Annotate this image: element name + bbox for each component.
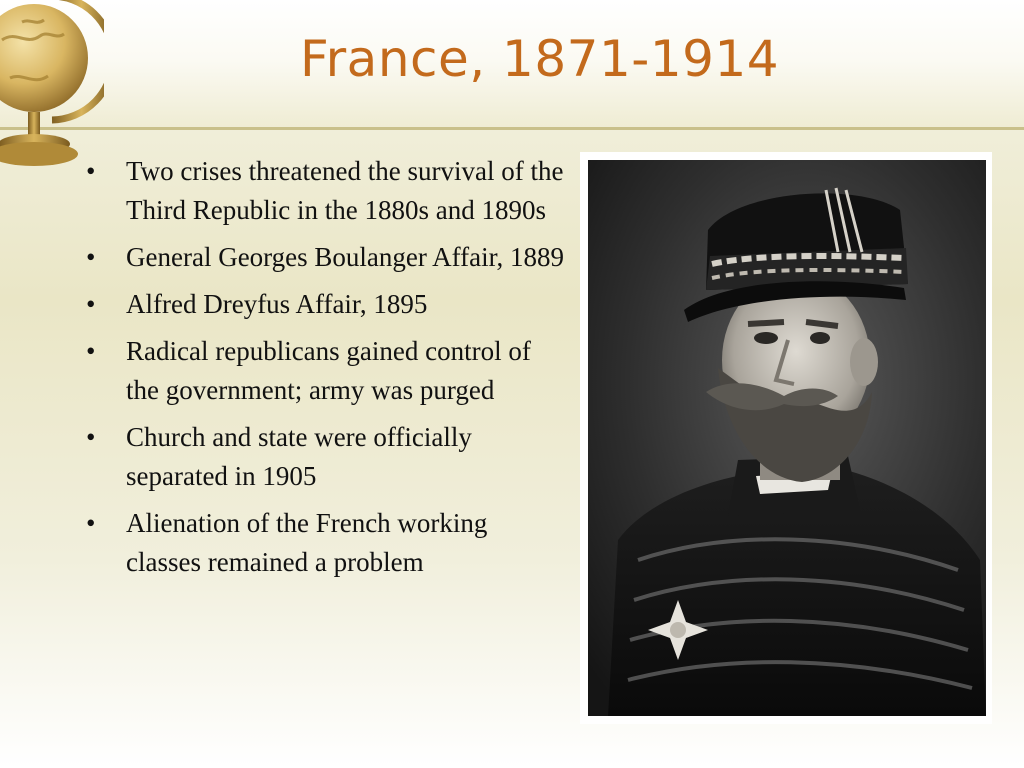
- bullet-text: Radical republicans gained control of the government; army was purged: [126, 336, 531, 405]
- bullet-marker: •: [86, 336, 96, 366]
- bullet-list: [86, 152, 566, 590]
- bullet-text: Church and state were officially separated in 1905: [126, 422, 472, 491]
- bullet-item: [86, 332, 566, 410]
- slide-title: France, 1871-1914: [300, 30, 780, 88]
- bullet-text: Alienation of the French working classes remained a problem: [126, 508, 488, 577]
- portrait-photo: [588, 160, 986, 716]
- bullet-marker: •: [86, 242, 96, 272]
- bullet-item: [86, 504, 566, 582]
- portrait-frame: [580, 152, 992, 724]
- bullet-item: [86, 238, 566, 277]
- header-divider: [0, 127, 1024, 130]
- bullet-text: Two crises threatened the survival of the Third Republic in the 1880s and 1890s: [126, 156, 564, 225]
- bullet-marker: •: [86, 508, 96, 538]
- bullet-marker: •: [86, 422, 96, 452]
- globe-icon: [0, 0, 104, 172]
- bullet-text: General Georges Boulanger Affair, 1889: [126, 242, 565, 272]
- bullet-text: Alfred Dreyfus Affair, 1895: [126, 289, 428, 319]
- bullet-marker: •: [86, 289, 96, 319]
- bullet-marker: •: [86, 156, 96, 186]
- bullet-item: [86, 285, 566, 324]
- bullet-item: [86, 418, 566, 496]
- bullet-item: [86, 152, 566, 230]
